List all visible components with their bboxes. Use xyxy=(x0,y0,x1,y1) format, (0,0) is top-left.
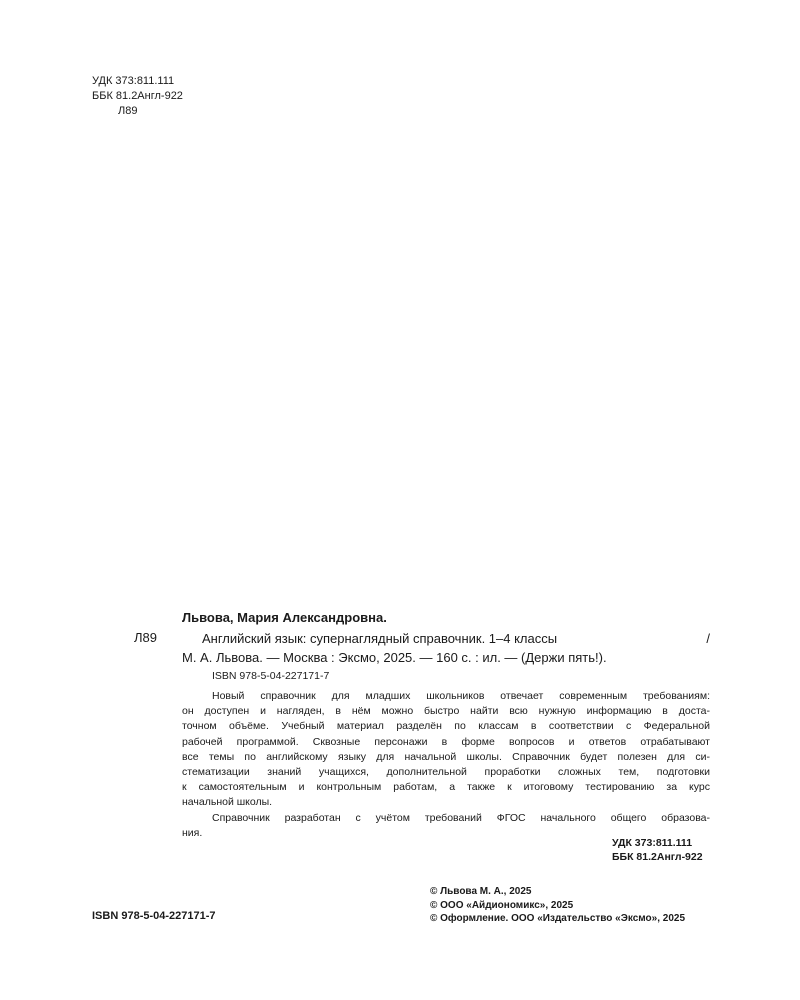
annotation-line: к самостоятельным и контрольным работам, а также к итоговому тестированию за курс xyxy=(182,781,710,794)
author-heading: Львова, Мария Александровна. xyxy=(182,610,387,625)
classification-codes-bottom xyxy=(612,836,703,864)
udk-code: УДК 373:811.111 xyxy=(92,75,175,87)
publication-line: М. А. Львова. — Москва : Эксмо, 2025. — 160 с. : ил. — (Держи пять!). xyxy=(182,650,607,665)
title-slash: / xyxy=(706,631,710,646)
bbk-code: ББК 81.2Англ-922 xyxy=(92,90,183,102)
annotation-line: все темы по английскому языку для начальной школы. Справочник будет полезен для си- xyxy=(182,750,710,763)
title-text: Английский язык: супернаглядный справочник. 1–4 классы xyxy=(202,631,558,646)
copyright-block xyxy=(430,885,685,926)
annotation-paragraph-1 xyxy=(182,689,710,811)
isbn-footer: ISBN 978-5-04-227171-7 xyxy=(92,910,216,922)
annotation xyxy=(182,689,710,841)
annotation-line: Справочник разработан с учётом требований ФГОС начального общего образова- xyxy=(212,811,710,824)
annotation-line: он доступен и нагляден, в нём можно быстро найти всю нужную информацию в доста- xyxy=(182,705,710,718)
annotation-line: ния. xyxy=(182,826,203,839)
annotation-line: стематизации знаний учащихся, дополнительной проработки сложных тем, подготовки xyxy=(182,766,710,779)
annotation-line: начальной школы. xyxy=(182,796,273,809)
udk-code-bottom: УДК 373:811.111 xyxy=(612,837,693,849)
annotation-line: рабочей программой. Сквозные персонажи в форме вопросов и ответов отрабатывают xyxy=(182,735,710,748)
copyright-line: © Львова М. А., 2025 xyxy=(430,886,532,897)
record-isbn: ISBN 978-5-04-227171-7 xyxy=(212,670,330,682)
annotation-line: точном объёме. Учебный материал разделён по классам в соответствии с Федеральной xyxy=(182,720,710,733)
annotation-line: Новый справочник для младших школьников отвечает современным требованиям: xyxy=(212,690,710,702)
record-cutter-code: Л89 xyxy=(134,630,157,645)
title-line xyxy=(182,629,710,648)
bibliographic-description xyxy=(182,629,710,667)
cutter-code: Л89 xyxy=(118,105,138,117)
bbk-code-bottom: ББК 81.2Англ-922 xyxy=(612,851,703,863)
copyright-line: © Оформление. ООО «Издательство «Эксмо», 2025 xyxy=(430,913,686,924)
classification-codes-top xyxy=(92,74,183,119)
copyright-line: © ООО «Айдиономикс», 2025 xyxy=(430,899,574,911)
